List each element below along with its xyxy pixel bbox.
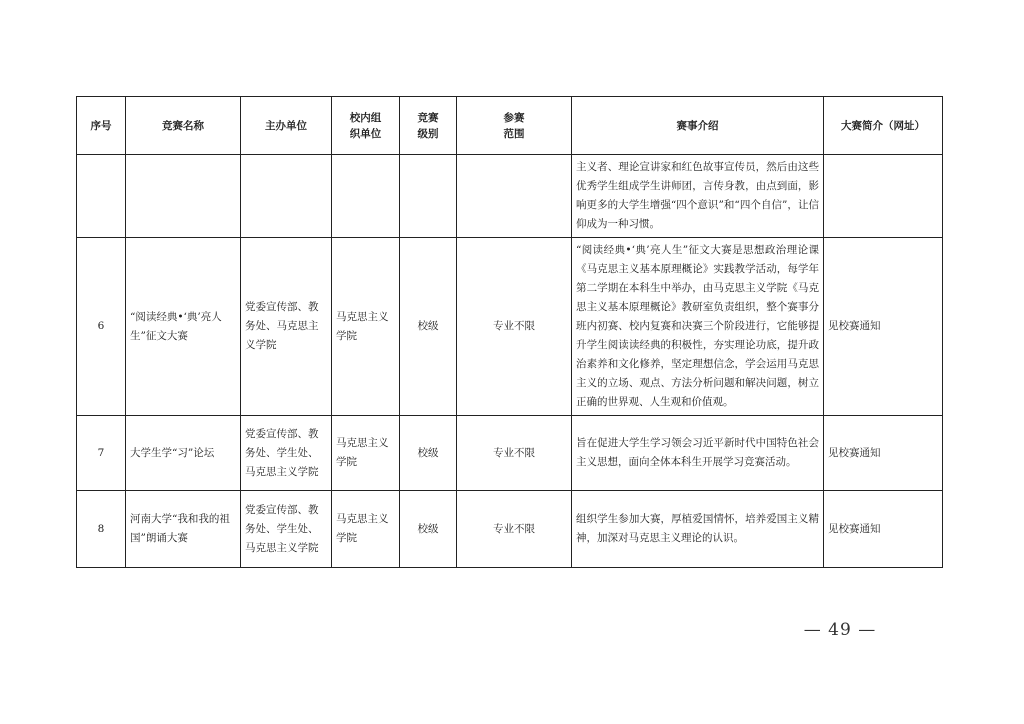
cell-name <box>126 155 241 238</box>
header-link: 大赛简介（网址） <box>824 97 943 155</box>
cell-index: 8 <box>77 491 126 568</box>
header-level: 竞赛级别 <box>400 97 457 155</box>
table-row <box>77 238 943 416</box>
cell-intro: 主义者、理论宣讲家和红色故事宣传员，然后由这些优秀学生组成学生讲师团，言传身教，由点到面，影响更多的大学生增强“四个意识”和“四个自信”，让信仰成为一种习惯。 <box>572 155 824 238</box>
cell-name: 河南大学“我和我的祖国”朗诵大赛 <box>126 491 241 568</box>
cell-intro: 组织学生参加大赛，厚植爱国情怀，培养爱国主义精神，加深对马克思主义理论的认识。 <box>572 491 824 568</box>
cell-scope: 专业不限 <box>457 491 572 568</box>
header-intro: 赛事介绍 <box>572 97 824 155</box>
header-scope: 参赛范围 <box>457 97 572 155</box>
cell-link: 见校赛通知 <box>824 238 943 416</box>
cell-scope: 专业不限 <box>457 416 572 491</box>
table-row <box>77 155 943 238</box>
cell-organizer: 党委宣传部、教务处、学生处、马克思主义学院 <box>241 491 332 568</box>
table-header-row <box>77 97 943 155</box>
header-school-unit: 校内组织单位 <box>332 97 400 155</box>
competition-table <box>76 96 943 568</box>
cell-organizer: 党委宣传部、教务处、马克思主义学院 <box>241 238 332 416</box>
cell-index: 7 <box>77 416 126 491</box>
cell-level <box>400 155 457 238</box>
cell-scope: 专业不限 <box>457 238 572 416</box>
cell-school-unit: 马克思主义学院 <box>332 238 400 416</box>
page-number: — 49 — <box>803 620 877 640</box>
cell-school-unit: 马克思主义学院 <box>332 416 400 491</box>
cell-index <box>77 155 126 238</box>
cell-intro: 旨在促进大学生学习领会习近平新时代中国特色社会主义思想，面向全体本科生开展学习竞赛活动。 <box>572 416 824 491</box>
cell-school-unit <box>332 155 400 238</box>
header-organizer: 主办单位 <box>241 97 332 155</box>
cell-link: 见校赛通知 <box>824 491 943 568</box>
cell-organizer <box>241 155 332 238</box>
table-row <box>77 491 943 568</box>
cell-scope <box>457 155 572 238</box>
cell-intro: “阅读经典•‘典’亮人生”征文大赛是思想政治理论课《马克思主义基本原理概论》实践教学活动，每学年第二学期在本科生中举办，由马克思主义学院《马克思主义基本原理概论》教研室负责组织，整个赛事分班内初赛、校内复赛和决赛三个阶段进行，它能够提升学生阅读读经典的积极性，夯实理论功底，提升政治素养和文化修养，坚定理想信念，学会运用马克思主义的立场、观点、方法分析问题和解决问题，树立正确的世界观、人生观和价值观。 <box>572 238 824 416</box>
cell-level: 校级 <box>400 491 457 568</box>
cell-index: 6 <box>77 238 126 416</box>
cell-school-unit: 马克思主义学院 <box>332 491 400 568</box>
cell-link: 见校赛通知 <box>824 416 943 491</box>
cell-level: 校级 <box>400 238 457 416</box>
cell-organizer: 党委宣传部、教务处、学生处、马克思主义学院 <box>241 416 332 491</box>
cell-name: 大学生学“习”论坛 <box>126 416 241 491</box>
cell-level: 校级 <box>400 416 457 491</box>
table-row <box>77 416 943 491</box>
cell-name: “阅读经典•‘典’亮人生”征文大赛 <box>126 238 241 416</box>
header-name: 竞赛名称 <box>126 97 241 155</box>
cell-link <box>824 155 943 238</box>
header-index: 序号 <box>77 97 126 155</box>
